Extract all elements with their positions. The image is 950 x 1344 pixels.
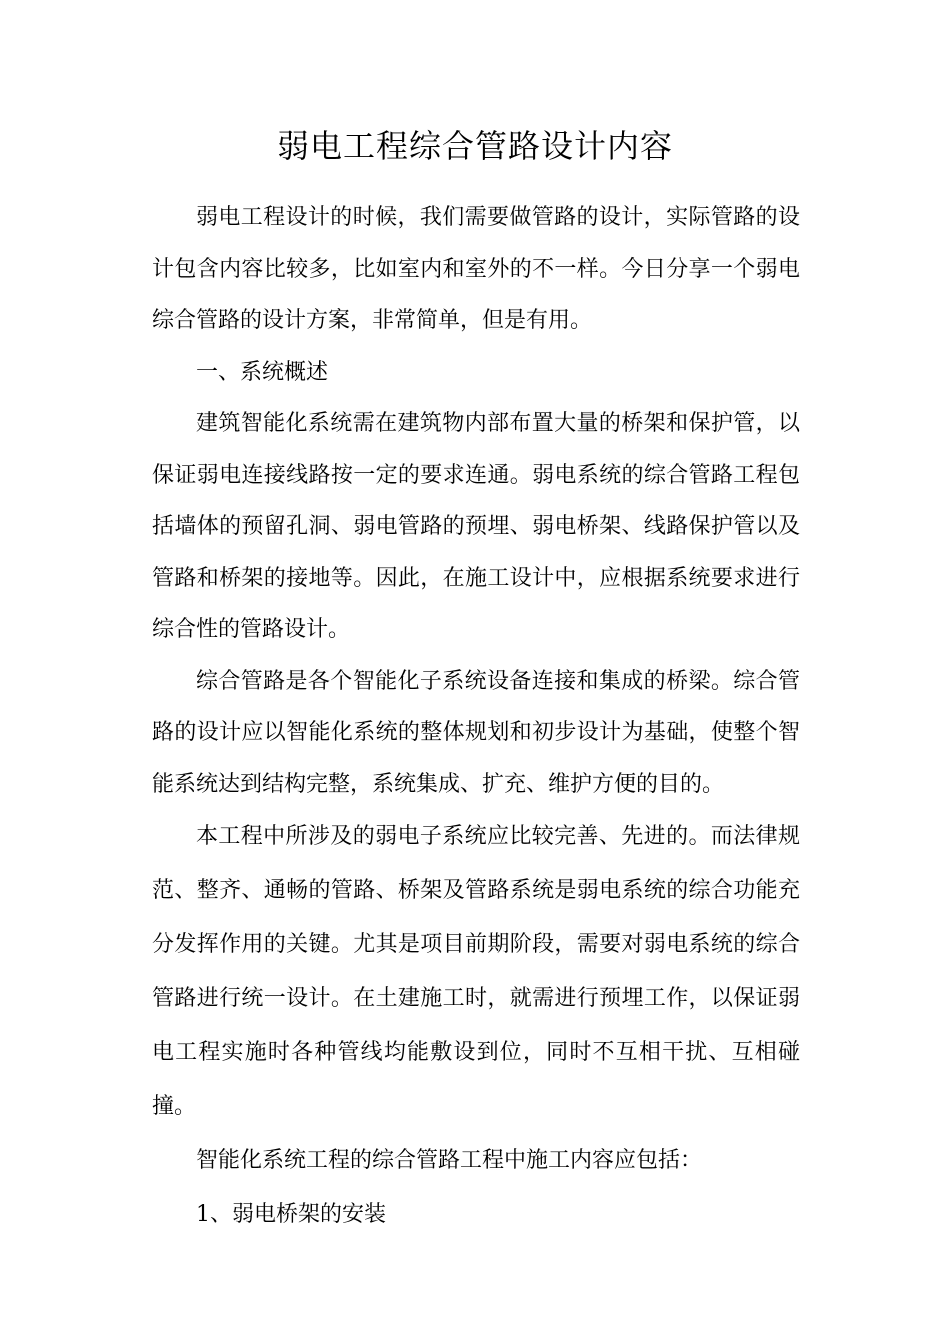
intro-paragraph: 弱电工程设计的时候，我们需要做管路的设计，实际管路的设计包含内容比较多，比如室内和室外的不一样。今日分享一个弱电综合管路的设计方案，非常简单，但是有用。 — [152, 205, 800, 333]
document-title: 弱电工程综合管路设计内容 — [276, 127, 673, 165]
overview-paragraph: 建筑智能化系统需在建筑物内部布置大量的桥架和保护管，以保证弱电连接线路按一定的要求连通。弱电系统的综合管路工程包括墙体的预留孔洞、弱电管路的预埋、弱电桥架、线路保护管以及管路和桥架的接地等。因此，在施工设计中，应根据系统要求进行综合性的管路设计。 — [152, 411, 800, 642]
section-heading-overview: 一、系统概述 — [196, 359, 329, 385]
integration-paragraph: 综合管路是各个智能化子系统设备连接和集成的桥梁。综合管路的设计应以智能化系统的整体规划和初步设计为基础，使整个智能系统达到结构完整，系统集成、扩充、维护方便的目的。 — [152, 668, 800, 797]
project-paragraph: 本工程中所涉及的弱电子系统应比较完善、先进的。而法律规范、整齐、通畅的管路、桥架及管路系统是弱电系统的综合功能充分发挥作用的关键。尤其是项目前期阶段，需要对弱电系统的综合管路进行统一设计。在土建施工时，就需进行预埋工作，以保证弱电工程实施时各种管线均能敷设到位，同时不互相干扰、互相碰撞。 — [152, 824, 800, 1119]
scope-paragraph: 智能化系统工程的综合管路工程中施工内容应包括： — [196, 1148, 703, 1173]
list-item-cable-tray: 1、弱电桥架的安装 — [196, 1202, 386, 1227]
document-body — [152, 192, 800, 1242]
